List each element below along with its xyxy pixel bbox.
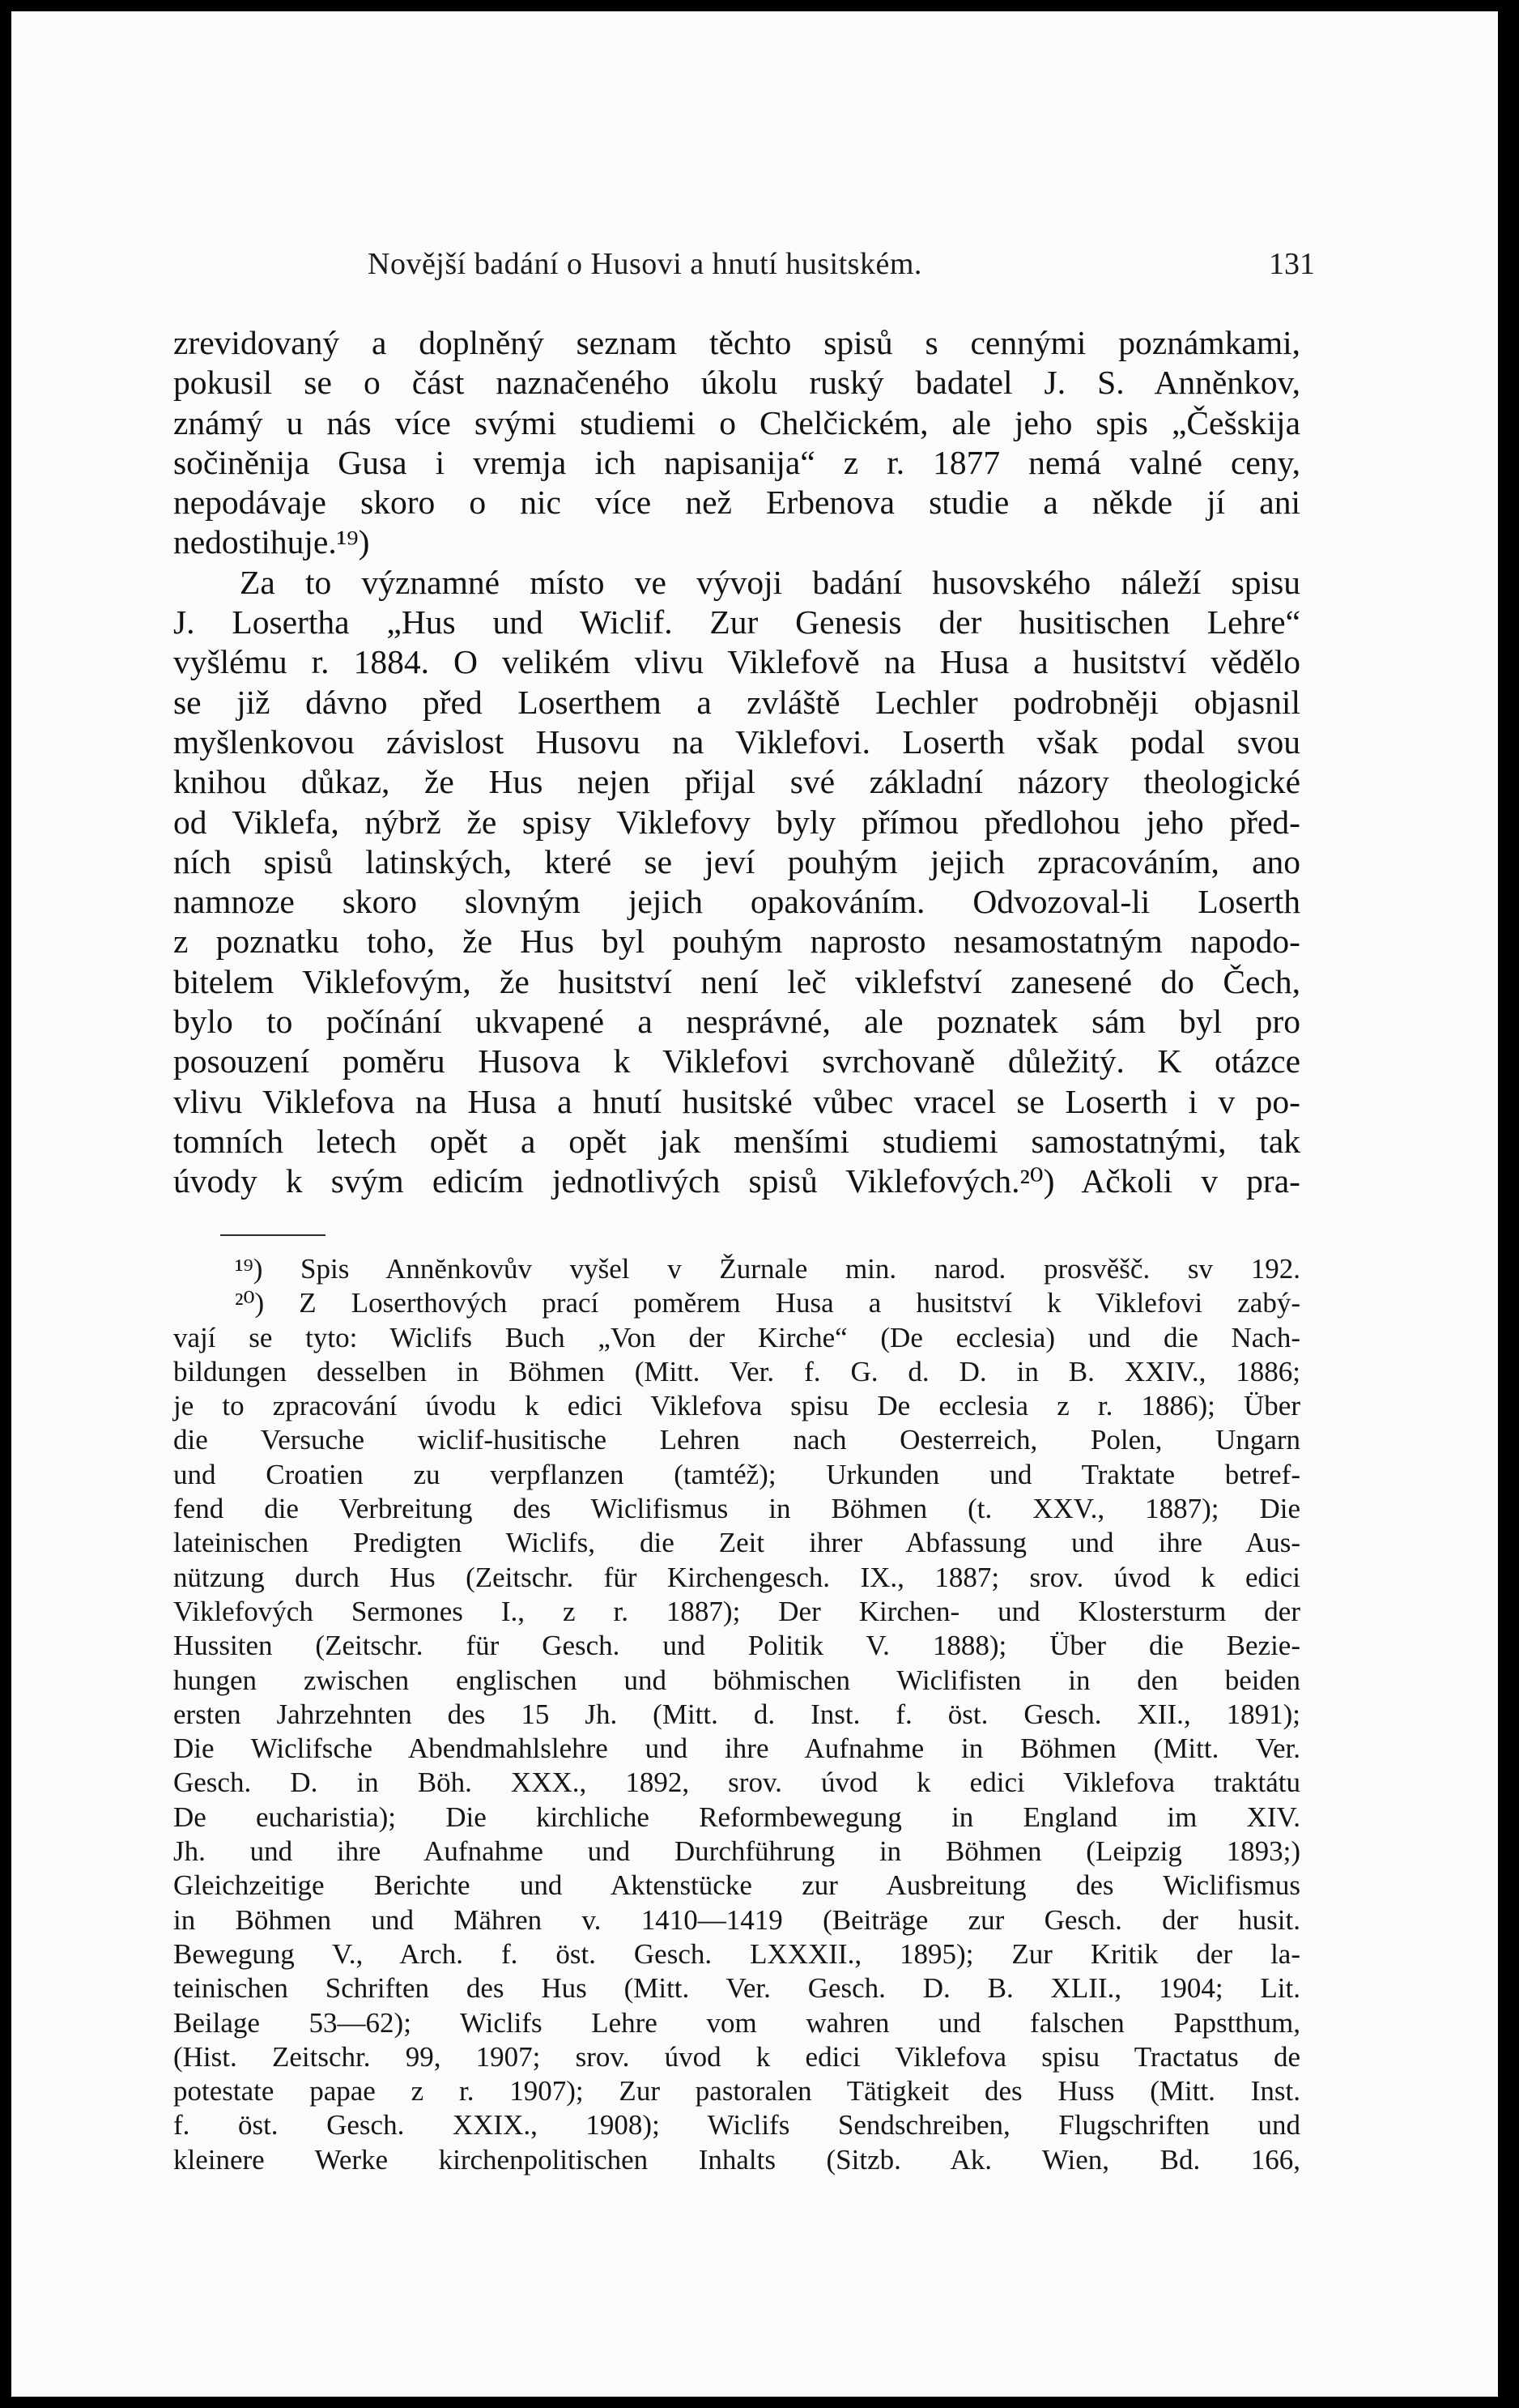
text-line: známý u nás více svými studiemi o Chelčickém, ale jeho spis „Češskija <box>173 403 1300 441</box>
footnote-line: Die Wiclifsche Abendmahlslehre und ihre Aufnahme in Böhmen (Mitt. Ver. <box>173 1732 1300 1765</box>
footnote-line: lateinischen Predigten Wiclifs, die Zeit ihrer Abfassung und ihre Aus- <box>173 1527 1300 1559</box>
footnote-line: nützung durch Hus (Zeitschr. für Kirchengesch. IX., 1887; srov. úvod k edici <box>173 1561 1300 1593</box>
footnote-line: Gesch. D. in Böh. XXX., 1892, srov. úvod k edici Viklefova traktátu <box>173 1767 1300 1799</box>
footnote-line: je to zpracování úvodu k edici Viklefova spisu De ecclesia z r. 1886); Über <box>173 1390 1300 1422</box>
footnote-line: fend die Verbreitung des Wiclifismus in Böhmen (t. XXV., 1887); Die <box>173 1493 1300 1525</box>
text-line: bylo to počínání ukvapené a nesprávné, ale poznatek sám byl pro <box>173 1003 1300 1041</box>
text-line: namnoze skoro slovným jejich opakováním. Odvozoval-li Loserth <box>173 883 1300 921</box>
page-number: 131 <box>1269 247 1315 281</box>
footnote-line: in Böhmen und Mähren v. 1410—1419 (Beiträge zur Gesch. der husit. <box>173 1903 1300 1936</box>
footnote-line: Beilage 53—62); Wiclifs Lehre vom wahren und falschen Papstthum, <box>173 2006 1300 2039</box>
footnote-line: bildungen desselben in Böhmen (Mitt. Ver. f. G. d. D. in B. XXIV., 1886; <box>173 1355 1300 1387</box>
text-line: zrevidovaný a doplněný seznam těchto spisů s cennými poznámkami, <box>173 324 1300 361</box>
main-text <box>173 323 1300 1202</box>
text-line: sočiněnija Gusa i vremja ich napisanija“ z r. 1877 nemá valné ceny, <box>173 443 1300 481</box>
footnote-line: teinischen Schriften des Hus (Mitt. Ver. Gesch. D. B. XLII., 1904; Lit. <box>173 1972 1300 2005</box>
text-line: posouzení poměru Husova k Viklefovi svrchovaně důležitý. K otázce <box>173 1042 1300 1080</box>
text-line: Za to významné místo ve vývoji badání husovského náleží spisu <box>240 563 1300 601</box>
text-line: myšlenkovou závislost Husovu na Viklefovi. Loserth však podal svou <box>173 722 1300 761</box>
footnote-line: hungen zwischen englischen und böhmischen Wiclifisten in den beiden <box>173 1664 1300 1696</box>
footnote-line: ²⁰) Z Loserthových prací poměrem Husa a husitství k Viklefovi zabý- <box>235 1287 1300 1319</box>
text-line: z poznatku toho, že Hus byl pouhým naprosto nesamostatným napodo- <box>173 923 1300 961</box>
footnote-line: kleinere Werke kirchenpolitischen Inhalts (Sitzb. Ak. Wien, Bd. 166, <box>173 2143 1300 2176</box>
text-line: ních spisů latinských, které se jeví pouhým jejich zpracováním, ano <box>173 842 1300 880</box>
footnote-line: De eucharistia); Die kirchliche Reformbewegung in England im XIV. <box>173 1801 1300 1833</box>
footnote-line: Hussiten (Zeitschr. für Gesch. und Politik V. 1888); Über die Bezie- <box>173 1630 1300 1662</box>
text-line: bitelem Viklefovým, že husitství není leč viklefství zanesené do Čech, <box>173 962 1300 1000</box>
footnote-line: Viklefových Sermones I., z r. 1887); Der Kirchen- und Klostersturm der <box>173 1595 1300 1627</box>
text-line: knihou důkaz, že Hus nejen přijal své základní názory theologické <box>173 763 1300 801</box>
scanned-page <box>11 11 1498 2397</box>
footnote-line: die Versuche wiclif-husitische Lehren nach Oesterreich, Polen, Ungarn <box>173 1424 1300 1456</box>
text-line: J. Losertha „Hus und Wiclif. Zur Genesis der husitischen Lehre“ <box>173 603 1300 641</box>
footnote-divider <box>220 1234 326 1236</box>
footnote-line: Jh. und ihre Aufnahme und Durchführung in Böhmen (Leipzig 1893;) <box>173 1835 1300 1868</box>
running-title: Novější badání o Husovi a hnutí husitském. <box>368 247 922 281</box>
footnote-line: potestate papae z r. 1907); Zur pastoralen Tätigkeit des Huss (Mitt. Inst. <box>173 2075 1300 2108</box>
text-line: se již dávno před Loserthem a zvláště Lechler podrobněji objasnil <box>173 683 1300 721</box>
footnote-line: ¹⁹) Spis Annĕnkovův vyšel v Žurnale min. narod. prosvěšč. sv 192. <box>235 1253 1300 1285</box>
text-line: tomních letech opět a opět jak menšími studiemi samostatnými, tak <box>173 1122 1300 1160</box>
text-line: od Viklefa, nýbrž že spisy Viklefovy byly přímou předlohou jeho před- <box>173 803 1300 841</box>
text-line: nepodávaje skoro o nic více než Erbenova studie a někde jí ani <box>173 484 1300 522</box>
text-line: vyšlému r. 1884. O velikém vlivu Viklefově na Husa a husitství vědělo <box>173 643 1300 681</box>
footnotes <box>173 1252 1300 2177</box>
text-line: úvody k svým edicím jednotlivých spisů Viklefových.²⁰) Ačkoli v pra- <box>173 1162 1300 1200</box>
text-line: vlivu Viklefova na Husa a hnutí husitské vůbec vracel se Loserth i v po- <box>173 1082 1300 1120</box>
page-header <box>165 246 1315 287</box>
footnote-line: ersten Jahrzehnten des 15 Jh. (Mitt. d. Inst. f. öst. Gesch. XII., 1891); <box>173 1698 1300 1730</box>
footnote-line: Gleichzeitige Berichte und Aktenstücke zur Ausbreitung des Wiclifismus <box>173 1869 1300 1902</box>
text-line: nedostihuje.¹⁹) <box>173 523 370 561</box>
text-line: pokusil se o část naznačeného úkolu ruský badatel J. S. Anněnkov, <box>173 364 1300 402</box>
footnote-line: Bewegung V., Arch. f. öst. Gesch. LXXXII., 1895); Zur Kritik der la- <box>173 1937 1300 1970</box>
footnote-line: und Croatien zu verpflanzen (tamtéž); Urkunden und Traktate betref- <box>173 1458 1300 1490</box>
footnote-line: (Hist. Zeitschr. 99, 1907; srov. úvod k edici Viklefova spisu Tractatus de <box>173 2040 1300 2073</box>
footnote-line: f. öst. Gesch. XXIX., 1908); Wiclifs Sendschreiben, Flugschriften und <box>173 2109 1300 2142</box>
footnote-line: vají se tyto: Wiclifs Buch „Von der Kirche“ (De ecclesia) und die Nach- <box>173 1321 1300 1353</box>
